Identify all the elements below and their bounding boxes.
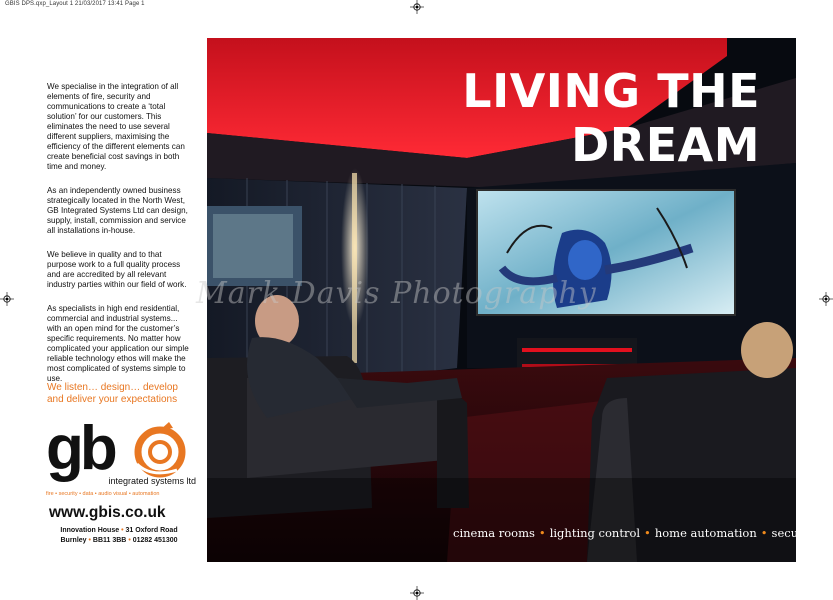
- address-separator: •: [128, 537, 131, 544]
- services-list: [453, 526, 818, 540]
- logo-subtitle: integrated systems ltd: [108, 476, 196, 486]
- photographer-watermark: Mark Davis Photography: [196, 276, 597, 311]
- headline-line-2: DREAM: [571, 118, 760, 172]
- logo-swirl-icon: [131, 422, 189, 480]
- service-separator: •: [538, 526, 546, 540]
- logo-mark-text: gb: [46, 414, 114, 483]
- address-town: Burnley: [60, 537, 87, 544]
- headline: [462, 64, 760, 172]
- address-phone: 01282 451300: [132, 537, 178, 544]
- service-lighting-control: lighting control: [549, 526, 641, 540]
- registration-mark-right: [819, 292, 833, 306]
- address-separator: •: [121, 527, 124, 534]
- address-street: 31 Oxford Road: [125, 527, 178, 534]
- service-cinema-rooms: cinema rooms: [453, 526, 535, 540]
- address-line-2: [49, 536, 189, 546]
- logo-services-line: fire • security • data • audio visual • automation: [46, 491, 160, 497]
- headline-line-1: LIVING THE: [462, 64, 760, 118]
- service-home-automation: home automation: [654, 526, 757, 540]
- intro-paragraph-4: As specialists in high end residential, commercial and industrial systems... with an open mind for the customer’s specific requirements. No matter how complicated your application our simple reliable technology ethos will make the most complicated of systems simple to use.: [47, 304, 189, 383]
- intro-paragraph-3: We believe in quality and to that purpose work to a full quality process and are accredited by all relevant industry parties within our field of work.: [47, 250, 187, 289]
- website-address: www.gbis.co.uk: [49, 504, 166, 521]
- address-building: Innovation House: [60, 527, 120, 534]
- print-slug: GBIS DPS.qxp_Layout 1 21/03/2017 13:41 Page 1: [5, 1, 145, 7]
- service-separator: •: [644, 526, 651, 540]
- postal-address: [49, 526, 189, 546]
- intro-text-column: [47, 82, 193, 398]
- intro-paragraph-2: As an independently owned business strategically located in the North West, GB Integrated Systems Ltd can design, supply, install, commission and service all installations in-house.: [47, 186, 188, 235]
- address-postcode: BB11 3BB: [92, 537, 127, 544]
- registration-mark-bottom: [410, 586, 424, 600]
- registration-mark-left: [0, 292, 14, 306]
- service-separator: •: [760, 526, 768, 540]
- intro-paragraph-1: We specialise in the integration of all elements of fire, security and communications to create a ‘total solution’ for our customers. This eliminates the need to use several different suppliers, maximising the efficiency of the different elements can create beneficial cost savings in both time and money.: [47, 82, 185, 171]
- company-logo: [46, 414, 196, 498]
- tagline: We listen… design… develop and deliver your expectations: [47, 382, 178, 405]
- service-security: security: [771, 526, 819, 540]
- registration-mark-top: [410, 0, 424, 14]
- address-line-1: [49, 526, 189, 536]
- address-separator: •: [88, 537, 91, 544]
